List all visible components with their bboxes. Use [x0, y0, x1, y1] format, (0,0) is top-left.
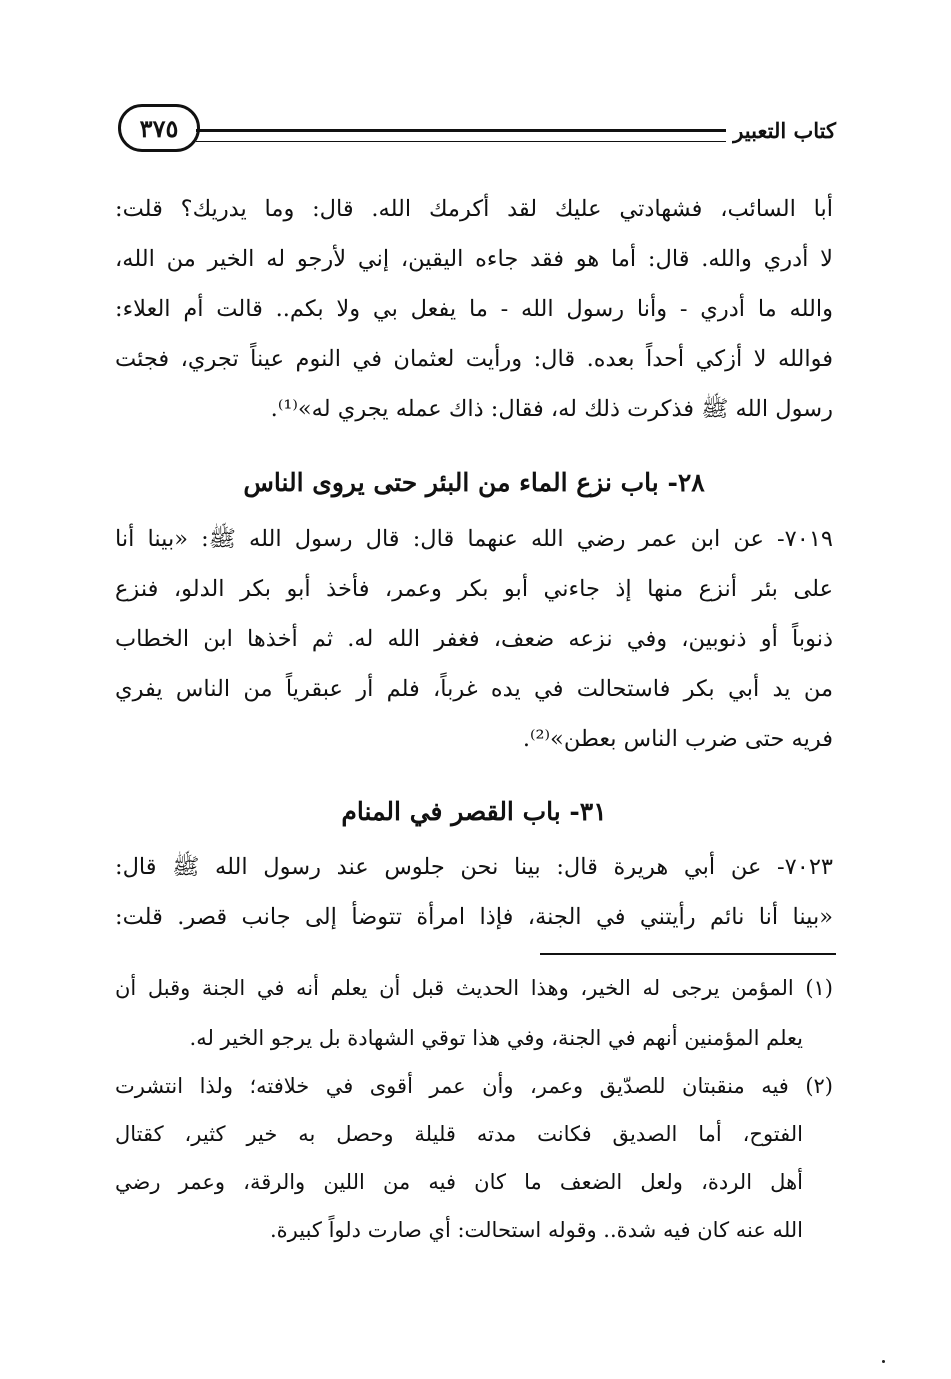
page-number: ٣٧٥ — [118, 104, 200, 152]
book-title: كتاب التعبير — [733, 118, 836, 143]
body-line: أبا السائب، فشهادتي عليك لقد أكرمك الله. قال: وما يدريك؟ قلت: — [115, 196, 833, 222]
footnote-separator — [540, 953, 836, 955]
scan-speck — [882, 1360, 885, 1363]
body-line: ٧٠١٩- عن ابن عمر رضي الله عنهما قال: قال رسول الله ﷺ: «بينا أنا — [115, 526, 833, 552]
body-line: فريه حتى ضرب الناس بعطن»⁽²⁾. — [522, 726, 833, 752]
page-header — [118, 98, 836, 168]
body-line: فوالله لا أزكي أحداً بعده. قال: ورأيت لعثمان في النوم عيناً تجري، فجئت — [115, 346, 833, 372]
body-line: «بينا أنا نائم رأيتني في الجنة، فإذا امرأة تتوضأ إلى جانب قصر. قلت: — [115, 904, 833, 930]
footnote-line: (٢) فيه منقبتان للصدّيق وعمر، وأن عمر أقوى في خلافته؛ ولذا انتشرت — [115, 1074, 833, 1098]
body-line: ذنوباً أو ذنوبين، وفي نزعه ضعف، فغفر الله له. ثم أخذها ابن الخطاب — [115, 626, 833, 652]
body-line: ٧٠٢٣- عن أبي هريرة قال: بينا نحن جلوس عند رسول الله ﷺ قال: — [115, 854, 833, 880]
body-line: على بئر أنزع منها إذ جاءني أبو بكر وعمر، فأخذ أبو بكر الدلو، فنزع — [115, 576, 833, 602]
body-line: رسول الله ﷺ فذكرت ذلك له، فقال: ذاك عمله يجري له»⁽¹⁾. — [270, 396, 833, 422]
chapter-heading: ٢٨- باب نزع الماء من البئر حتى يروى الناس — [243, 468, 705, 497]
footnote-line: الله عنه كان فيه شدة.. وقوله استحالت: أي صارت دلواً كبيرة. — [269, 1218, 803, 1242]
header-rule — [196, 129, 726, 142]
footnote-line: أهل الردة، ولعل الضعف ما كان فيه من اللين والرقة، وعمر رضي — [115, 1170, 803, 1194]
footnote-line: (١) المؤمن يرجى له الخير، وهذا الحديث قبل أن يعلم أنه في الجنة وقبل أن — [115, 976, 833, 1000]
chapter-heading: ٣١- باب القصر في المنام — [341, 797, 607, 826]
body-line: لا أدري والله. قال: أما هو فقد جاءه اليقين، إني لأرجو له الخير من الله، — [115, 246, 833, 272]
body-line: من يد أبي بكر فاستحالت في يده غرباً، فلم أر عبقرياً من الناس يفري — [115, 676, 833, 702]
footnote-line: الفتوح، أما الصديق فكانت مدته قليلة وحصل به خير كثير، كقتال — [115, 1122, 803, 1146]
footnote-line: يعلم المؤمنين أنهم في الجنة، وفي هذا توقي الشهادة بل يرجو الخير له. — [189, 1026, 803, 1050]
body-line: والله ما أدري - وأنا رسول الله - ما يفعل بي ولا بكم.. قالت أم العلاء: — [115, 296, 833, 322]
